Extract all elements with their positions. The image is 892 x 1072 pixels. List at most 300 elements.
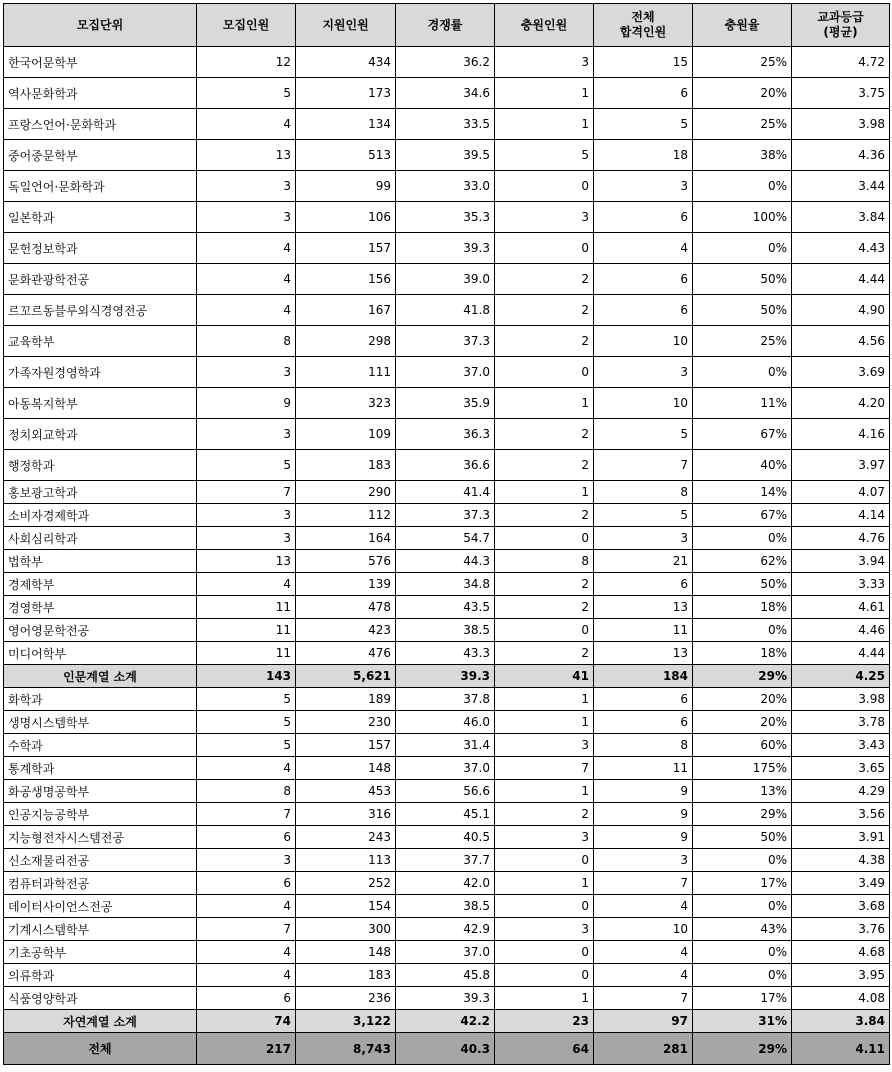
value-cell: 4 [197, 964, 296, 987]
value-cell: 4.72 [792, 47, 890, 78]
value-cell: 2 [495, 504, 594, 527]
value-cell: 1 [495, 481, 594, 504]
value-cell: 37.3 [396, 326, 495, 357]
value-cell: 134 [296, 109, 396, 140]
value-cell: 6 [197, 826, 296, 849]
table-row [4, 295, 890, 326]
column-header-text: 모집단위 [76, 17, 124, 32]
value-cell: 5 [594, 419, 693, 450]
value-cell: 6 [594, 78, 693, 109]
value-cell: 9 [594, 803, 693, 826]
value-cell: 6 [594, 688, 693, 711]
unit-name-cell: 신소재물리전공 [4, 849, 197, 872]
value-cell: 9 [594, 780, 693, 803]
table-row [4, 941, 890, 964]
value-cell: 13 [197, 550, 296, 573]
value-cell: 4 [197, 295, 296, 326]
value-cell: 1 [495, 688, 594, 711]
unit-name-cell: 화학과 [4, 688, 197, 711]
value-cell: 4.16 [792, 419, 890, 450]
unit-name-cell: 중어중문학부 [4, 140, 197, 171]
value-cell: 33.0 [396, 171, 495, 202]
table-row [4, 202, 890, 233]
value-cell: 0 [495, 619, 594, 642]
value-cell: 4 [197, 895, 296, 918]
value-cell: 39.3 [396, 987, 495, 1010]
unit-name-cell: 아동복지학부 [4, 388, 197, 419]
value-cell: 252 [296, 872, 396, 895]
admission-table [3, 3, 890, 1065]
value-cell: 3 [495, 734, 594, 757]
value-cell: 8 [594, 481, 693, 504]
value-cell: 189 [296, 688, 396, 711]
header-row [4, 4, 890, 47]
value-cell: 7 [197, 803, 296, 826]
value-cell: 183 [296, 964, 396, 987]
table-row [4, 734, 890, 757]
subtotal-row-humanities [4, 665, 890, 688]
table-row [4, 964, 890, 987]
value-cell: 0 [495, 527, 594, 550]
value-cell: 143 [197, 665, 296, 688]
value-cell: 4.14 [792, 504, 890, 527]
value-cell: 1 [495, 780, 594, 803]
value-cell: 42.2 [396, 1010, 495, 1033]
column-header [4, 4, 197, 47]
value-cell: 157 [296, 734, 396, 757]
column-header-text: 경쟁률 [427, 17, 463, 32]
value-cell: 5 [197, 688, 296, 711]
unit-name-cell: 기초공학부 [4, 941, 197, 964]
value-cell: 478 [296, 596, 396, 619]
value-cell: 40% [693, 450, 792, 481]
value-cell: 4.36 [792, 140, 890, 171]
subtotal-row-science [4, 1010, 890, 1033]
value-cell: 290 [296, 481, 396, 504]
value-cell: 5,621 [296, 665, 396, 688]
table-header [4, 4, 890, 47]
unit-name-cell: 미디어학부 [4, 642, 197, 665]
value-cell: 0% [693, 357, 792, 388]
unit-name-cell: 법학부 [4, 550, 197, 573]
value-cell: 41.8 [396, 295, 495, 326]
table-row [4, 357, 890, 388]
value-cell: 3.44 [792, 171, 890, 202]
value-cell: 33.5 [396, 109, 495, 140]
value-cell: 230 [296, 711, 396, 734]
value-cell: 106 [296, 202, 396, 233]
value-cell: 20% [693, 711, 792, 734]
value-cell: 17% [693, 872, 792, 895]
value-cell: 5 [197, 450, 296, 481]
value-cell: 5 [197, 78, 296, 109]
table-row [4, 264, 890, 295]
value-cell: 9 [594, 826, 693, 849]
column-header-text: 교과등급 [817, 10, 864, 24]
value-cell: 11 [197, 619, 296, 642]
value-cell: 97 [594, 1010, 693, 1033]
value-cell: 0% [693, 619, 792, 642]
value-cell: 50% [693, 295, 792, 326]
unit-name-cell: 행정학과 [4, 450, 197, 481]
value-cell: 6 [197, 987, 296, 1010]
value-cell: 3 [495, 47, 594, 78]
value-cell: 148 [296, 757, 396, 780]
value-cell: 3.95 [792, 964, 890, 987]
column-header-text: 충원율 [724, 17, 760, 32]
value-cell: 1 [495, 872, 594, 895]
column-header-text: 충원인원 [520, 17, 568, 32]
table-row [4, 987, 890, 1010]
value-cell: 5 [197, 734, 296, 757]
value-cell: 157 [296, 233, 396, 264]
value-cell: 38.5 [396, 619, 495, 642]
value-cell: 1 [495, 388, 594, 419]
value-cell: 3.94 [792, 550, 890, 573]
column-header [396, 4, 495, 47]
table-row [4, 596, 890, 619]
value-cell: 576 [296, 550, 396, 573]
value-cell: 39.3 [396, 233, 495, 264]
value-cell: 4.56 [792, 326, 890, 357]
value-cell: 4.11 [792, 1033, 890, 1065]
value-cell: 38.5 [396, 895, 495, 918]
unit-name-cell: 교육학부 [4, 326, 197, 357]
value-cell: 7 [594, 872, 693, 895]
value-cell: 0% [693, 895, 792, 918]
value-cell: 1 [495, 711, 594, 734]
unit-name-cell: 식품영양학과 [4, 987, 197, 1010]
value-cell: 13 [594, 642, 693, 665]
value-cell: 4 [197, 757, 296, 780]
value-cell: 4 [197, 264, 296, 295]
value-cell: 8 [197, 326, 296, 357]
value-cell: 5 [197, 711, 296, 734]
value-cell: 34.8 [396, 573, 495, 596]
unit-name-cell: 기계시스템학부 [4, 918, 197, 941]
value-cell: 15 [594, 47, 693, 78]
value-cell: 37.8 [396, 688, 495, 711]
value-cell: 0 [495, 357, 594, 388]
column-header [495, 4, 594, 47]
value-cell: 6 [594, 711, 693, 734]
value-cell: 513 [296, 140, 396, 171]
value-cell: 54.7 [396, 527, 495, 550]
value-cell: 7 [197, 481, 296, 504]
value-cell: 29% [693, 665, 792, 688]
value-cell: 11 [594, 757, 693, 780]
value-cell: 2 [495, 326, 594, 357]
unit-name-cell: 자연계열 소계 [4, 1010, 197, 1033]
value-cell: 3 [594, 849, 693, 872]
value-cell: 3.84 [792, 1010, 890, 1033]
value-cell: 4.38 [792, 849, 890, 872]
value-cell: 67% [693, 504, 792, 527]
value-cell: 37.3 [396, 504, 495, 527]
value-cell: 12 [197, 47, 296, 78]
value-cell: 17% [693, 987, 792, 1010]
value-cell: 46.0 [396, 711, 495, 734]
value-cell: 11 [197, 642, 296, 665]
value-cell: 64 [495, 1033, 594, 1065]
value-cell: 3 [197, 849, 296, 872]
value-cell: 173 [296, 78, 396, 109]
value-cell: 4.68 [792, 941, 890, 964]
table-row [4, 849, 890, 872]
value-cell: 35.3 [396, 202, 495, 233]
value-cell: 25% [693, 326, 792, 357]
value-cell: 0 [495, 964, 594, 987]
value-cell: 50% [693, 826, 792, 849]
table-row [4, 711, 890, 734]
column-header [197, 4, 296, 47]
value-cell: 2 [495, 450, 594, 481]
value-cell: 10 [594, 388, 693, 419]
value-cell: 62% [693, 550, 792, 573]
value-cell: 5 [495, 140, 594, 171]
value-cell: 2 [495, 642, 594, 665]
unit-name-cell: 생명시스템학부 [4, 711, 197, 734]
value-cell: 6 [594, 573, 693, 596]
value-cell: 37.0 [396, 357, 495, 388]
value-cell: 13% [693, 780, 792, 803]
value-cell: 31.4 [396, 734, 495, 757]
unit-name-cell: 지능형전자시스템전공 [4, 826, 197, 849]
value-cell: 6 [197, 872, 296, 895]
value-cell: 4 [197, 109, 296, 140]
unit-name-cell: 경영학부 [4, 596, 197, 619]
value-cell: 3.97 [792, 450, 890, 481]
value-cell: 4 [197, 233, 296, 264]
value-cell: 183 [296, 450, 396, 481]
table-row [4, 140, 890, 171]
value-cell: 4 [594, 964, 693, 987]
value-cell: 7 [594, 450, 693, 481]
unit-name-cell: 독일언어·문화학과 [4, 171, 197, 202]
value-cell: 167 [296, 295, 396, 326]
value-cell: 236 [296, 987, 396, 1010]
value-cell: 9 [197, 388, 296, 419]
value-cell: 3 [197, 504, 296, 527]
unit-name-cell: 문헌정보학과 [4, 233, 197, 264]
value-cell: 111 [296, 357, 396, 388]
column-header-text: (평균) [823, 25, 858, 39]
value-cell: 3 [197, 202, 296, 233]
value-cell: 20% [693, 78, 792, 109]
value-cell: 4 [594, 895, 693, 918]
value-cell: 42.0 [396, 872, 495, 895]
value-cell: 2 [495, 264, 594, 295]
column-header-text: 전체 [631, 10, 655, 24]
value-cell: 4.07 [792, 481, 890, 504]
value-cell: 4.76 [792, 527, 890, 550]
value-cell: 184 [594, 665, 693, 688]
table-row [4, 419, 890, 450]
value-cell: 43.3 [396, 642, 495, 665]
value-cell: 323 [296, 388, 396, 419]
value-cell: 2 [495, 596, 594, 619]
value-cell: 3 [594, 357, 693, 388]
value-cell: 4 [594, 941, 693, 964]
table-row [4, 780, 890, 803]
value-cell: 8 [197, 780, 296, 803]
value-cell: 3 [197, 171, 296, 202]
value-cell: 35.9 [396, 388, 495, 419]
unit-name-cell: 영어영문학전공 [4, 619, 197, 642]
value-cell: 44.3 [396, 550, 495, 573]
column-header [693, 4, 792, 47]
value-cell: 2 [495, 573, 594, 596]
value-cell: 4.44 [792, 264, 890, 295]
value-cell: 4 [197, 573, 296, 596]
value-cell: 21 [594, 550, 693, 573]
table-row [4, 527, 890, 550]
value-cell: 60% [693, 734, 792, 757]
table-row [4, 550, 890, 573]
value-cell: 3 [197, 419, 296, 450]
unit-name-cell: 전체 [4, 1033, 197, 1065]
table-row [4, 109, 890, 140]
column-header-text: 합격인원 [619, 25, 667, 39]
value-cell: 1 [495, 987, 594, 1010]
table-row [4, 326, 890, 357]
value-cell: 3,122 [296, 1010, 396, 1033]
value-cell: 29% [693, 803, 792, 826]
value-cell: 7 [197, 918, 296, 941]
unit-name-cell: 홍보광고학과 [4, 481, 197, 504]
value-cell: 100% [693, 202, 792, 233]
value-cell: 8 [594, 734, 693, 757]
table-body [4, 47, 890, 1065]
table-row [4, 757, 890, 780]
value-cell: 34.6 [396, 78, 495, 109]
table-row [4, 481, 890, 504]
value-cell: 3.68 [792, 895, 890, 918]
unit-name-cell: 일본학과 [4, 202, 197, 233]
value-cell: 41 [495, 665, 594, 688]
value-cell: 25% [693, 109, 792, 140]
value-cell: 0 [495, 171, 594, 202]
unit-name-cell: 인공지능공학부 [4, 803, 197, 826]
value-cell: 113 [296, 849, 396, 872]
unit-name-cell: 문화관광학전공 [4, 264, 197, 295]
unit-name-cell: 소비자경제학과 [4, 504, 197, 527]
unit-name-cell: 데이터사이언스전공 [4, 895, 197, 918]
value-cell: 0 [495, 233, 594, 264]
value-cell: 36.3 [396, 419, 495, 450]
value-cell: 298 [296, 326, 396, 357]
value-cell: 148 [296, 941, 396, 964]
value-cell: 4.46 [792, 619, 890, 642]
value-cell: 20% [693, 688, 792, 711]
value-cell: 3.43 [792, 734, 890, 757]
value-cell: 36.2 [396, 47, 495, 78]
table-row [4, 918, 890, 941]
value-cell: 0% [693, 941, 792, 964]
value-cell: 3.76 [792, 918, 890, 941]
value-cell: 8 [495, 550, 594, 573]
value-cell: 23 [495, 1010, 594, 1033]
value-cell: 4.25 [792, 665, 890, 688]
value-cell: 423 [296, 619, 396, 642]
value-cell: 7 [594, 987, 693, 1010]
value-cell: 5 [594, 504, 693, 527]
value-cell: 43% [693, 918, 792, 941]
value-cell: 31% [693, 1010, 792, 1033]
value-cell: 6 [594, 202, 693, 233]
value-cell: 11% [693, 388, 792, 419]
value-cell: 40.5 [396, 826, 495, 849]
value-cell: 14% [693, 481, 792, 504]
value-cell: 18% [693, 642, 792, 665]
unit-name-cell: 화공생명공학부 [4, 780, 197, 803]
value-cell: 4.61 [792, 596, 890, 619]
value-cell: 476 [296, 642, 396, 665]
value-cell: 25% [693, 47, 792, 78]
value-cell: 156 [296, 264, 396, 295]
value-cell: 3 [594, 527, 693, 550]
value-cell: 300 [296, 918, 396, 941]
value-cell: 18% [693, 596, 792, 619]
value-cell: 39.3 [396, 665, 495, 688]
value-cell: 41.4 [396, 481, 495, 504]
value-cell: 4.20 [792, 388, 890, 419]
value-cell: 37.7 [396, 849, 495, 872]
table-row [4, 803, 890, 826]
value-cell: 3.65 [792, 757, 890, 780]
value-cell: 4 [197, 941, 296, 964]
value-cell: 434 [296, 47, 396, 78]
value-cell: 43.5 [396, 596, 495, 619]
value-cell: 0% [693, 171, 792, 202]
value-cell: 11 [197, 596, 296, 619]
unit-name-cell: 르꼬르동블루외식경영전공 [4, 295, 197, 326]
unit-name-cell: 정치외교학과 [4, 419, 197, 450]
table-row [4, 78, 890, 109]
value-cell: 6 [594, 295, 693, 326]
table-row [4, 619, 890, 642]
value-cell: 45.8 [396, 964, 495, 987]
column-header-text: 모집인원 [222, 17, 270, 32]
unit-name-cell: 한국어문학부 [4, 47, 197, 78]
value-cell: 316 [296, 803, 396, 826]
value-cell: 2 [495, 419, 594, 450]
value-cell: 37.0 [396, 941, 495, 964]
unit-name-cell: 인문계열 소계 [4, 665, 197, 688]
value-cell: 453 [296, 780, 396, 803]
table-row [4, 573, 890, 596]
value-cell: 13 [594, 596, 693, 619]
value-cell: 3.69 [792, 357, 890, 388]
value-cell: 3 [495, 826, 594, 849]
value-cell: 0% [693, 233, 792, 264]
unit-name-cell: 프랑스언어·문화학과 [4, 109, 197, 140]
value-cell: 1 [495, 78, 594, 109]
value-cell: 3.78 [792, 711, 890, 734]
unit-name-cell: 가족자원경영학과 [4, 357, 197, 388]
table-row [4, 504, 890, 527]
value-cell: 281 [594, 1033, 693, 1065]
table-row [4, 872, 890, 895]
table-row [4, 826, 890, 849]
value-cell: 3.75 [792, 78, 890, 109]
unit-name-cell: 사회심리학과 [4, 527, 197, 550]
value-cell: 4.08 [792, 987, 890, 1010]
value-cell: 0% [693, 964, 792, 987]
value-cell: 3 [495, 918, 594, 941]
value-cell: 50% [693, 573, 792, 596]
value-cell: 0 [495, 895, 594, 918]
